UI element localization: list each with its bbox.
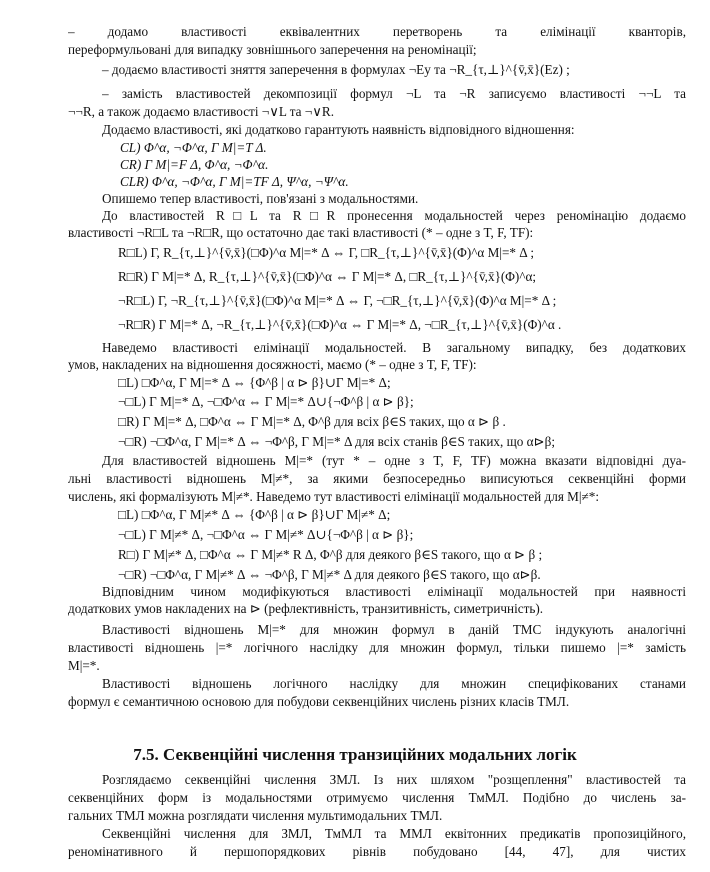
text-line: формул є семантичною основою для побудови секвенційних числень різних класів ТМЛ. xyxy=(68,694,570,709)
text-line: Для властивостей відношень M|=* (тут * – одне з T, F, TF) можна вказати відповідні дуа- xyxy=(102,453,686,468)
text-line: До властивостей R□L та R□R пронесення модальностей через реномінацію додаємо xyxy=(102,208,686,223)
text-line: числень, які формалізують M|≠*. Наведемо тут властивості елімінації модальностей для M|≠*: xyxy=(68,489,600,504)
text-line: льні властивості відношень M|≠*, за якими безпосередньо виписуються секвенційні форми xyxy=(68,471,686,486)
formula-line: ¬□L) Γ M|=* Δ, ¬□Φ^α ⇔ Γ M|=* Δ∪{¬Φ^β | α ⊳ β}; xyxy=(118,394,414,409)
text-line: – додамо властивості еквівалентних перетворень та елімінації кванторів, xyxy=(68,24,686,39)
text-line: переформульовані для випадку зовнішнього заперечення на реномінації; xyxy=(68,42,477,57)
text-line: умов, накладених на відношення досяжності, маємо (* – одне з T, F, TF): xyxy=(68,357,477,372)
text-line: Наведемо властивості елімінації модальностей. В загальному випадку, без додаткових xyxy=(102,340,686,355)
formula-line: □L) □Φ^α, Γ M|≠* Δ ⇔ {Φ^β | α ⊳ β}∪Γ M|≠* Δ; xyxy=(118,507,391,522)
formula-line: R□L) Γ, R_{τ,⊥}^{v̄,x̄}(□Φ)^α M|=* Δ ⇔ Γ, □R_{τ,⊥}^{v̄,x̄}(Φ)^α M|=* Δ ; xyxy=(118,245,535,260)
text-line: – замість властивостей декомпозиції формул ¬L та ¬R записуємо властивості ¬¬L та xyxy=(102,86,686,101)
formula-line: ¬R□L) Γ, ¬R_{τ,⊥}^{v̄,x̄}(□Φ)^α M|=* Δ ⇔ Γ, ¬□R_{τ,⊥}^{v̄,x̄}(Φ)^α M|=* Δ ; xyxy=(118,293,557,308)
formula-line: □R) Γ M|=* Δ, □Φ^α ⇔ Γ M|=* Δ, Φ^β для всіх β∈S таких, що α ⊳ β . xyxy=(118,414,506,429)
text-line: Властивості відношень M|=* для множин формул в даній ТМС індукують аналогічні xyxy=(102,622,686,637)
formula-line: CR) Γ M|=F Δ, Φ^α, ¬Φ^α. xyxy=(120,157,269,172)
section-heading: 7.5. Секвенційні числення транзиційних модальних логік xyxy=(133,745,577,764)
formula-line: R□) Γ M|≠* Δ, □Φ^α ⇔ Γ M|≠* R Δ, Φ^β для деякого β∈S такого, що α ⊳ β ; xyxy=(118,547,543,562)
formula-line: ¬R□R) Γ M|=* Δ, ¬R_{τ,⊥}^{v̄,x̄}(□Φ)^α ⇔ Γ M|=* Δ, ¬□R_{τ,⊥}^{v̄,x̄}(Φ)^α . xyxy=(118,317,562,332)
text-line: Додаємо властивості, які додатково гарантують наявність відповідного відношення: xyxy=(102,122,575,137)
text-line: секвенційних форм із модальностями отримуємо числення ТмМЛ. Подібно до числень за- xyxy=(68,790,686,805)
text-line: Властивості відношень логічного наслідку для множин специфікованих станами xyxy=(102,676,686,691)
formula-line: CL) Φ^α, ¬Φ^α, Γ M|=T Δ. xyxy=(120,140,267,155)
text-line: властивості ¬R□L та ¬R□R, що остаточно дає такі властивості (* – одне з T, F, TF): xyxy=(68,225,534,240)
formula-line: ¬□R) ¬□Φ^α, Γ M|≠* Δ ⇔ ¬Φ^β, Γ M|≠* Δ для деякого β∈S такого, що α⊳β. xyxy=(118,567,541,582)
text-line: Секвенційні числення для ЗМЛ, ТмМЛ та ММЛ еквітонних предикатів пропозиційного, xyxy=(102,826,686,841)
text-line: M|=*. xyxy=(68,658,100,673)
text-line: Відповідним чином модифікуються властивості елімінації модальностей при наявності xyxy=(102,584,686,599)
text-line: Розглядаємо секвенційні числення ЗМЛ. Із них шляхом "розщеплення" властивостей та xyxy=(102,772,686,787)
text-line: властивості відношень |=* логічного наслідку для множин формул, тільки пишемо |=* замість xyxy=(68,640,686,655)
formula-line: ¬□L) Γ M|≠* Δ, ¬□Φ^α ⇔ Γ M|≠* Δ∪{¬Φ^β | α ⊳ β}; xyxy=(118,527,414,542)
text-line: гальних ТМЛ можна розглядати числення мультимодальних ТМЛ. xyxy=(68,808,443,823)
formula-line: □L) □Φ^α, Γ M|=* Δ ⇔ {Φ^β | α ⊳ β}∪Γ M|=* Δ; xyxy=(118,375,391,390)
text-line: реномінативного й першопорядкових рівнів побудовано [44, 47], для чистих xyxy=(68,844,686,859)
formula-line: ¬□R) ¬□Φ^α, Γ M|=* Δ ⇔ ¬Φ^β, Γ M|=* Δ для всіх станів β∈S таких, що α⊳β; xyxy=(118,434,555,449)
text-line: – додаємо властивості зняття заперечення в формулах ¬Ey та ¬R_{τ,⊥}^{v̄,x̄}(Ez) ; xyxy=(102,62,570,77)
text-line: Опишемо тепер властивості, пов'язані з модальностями. xyxy=(102,191,419,206)
text-line: ¬¬R, а також додаємо властивості ¬∨L та ¬∨R. xyxy=(68,104,334,119)
text-line: додаткових умов накладених на ⊳ (рефлективність, транзитивність, симетричність). xyxy=(68,601,544,616)
formula-line: R□R) Γ M|=* Δ, R_{τ,⊥}^{v̄,x̄}(□Φ)^α ⇔ Γ M|=* Δ, □R_{τ,⊥}^{v̄,x̄}(Φ)^α; xyxy=(118,269,537,284)
formula-line: CLR) Φ^α, ¬Φ^α, Γ M|=TF Δ, Ψ^α, ¬Ψ^α. xyxy=(120,174,349,189)
